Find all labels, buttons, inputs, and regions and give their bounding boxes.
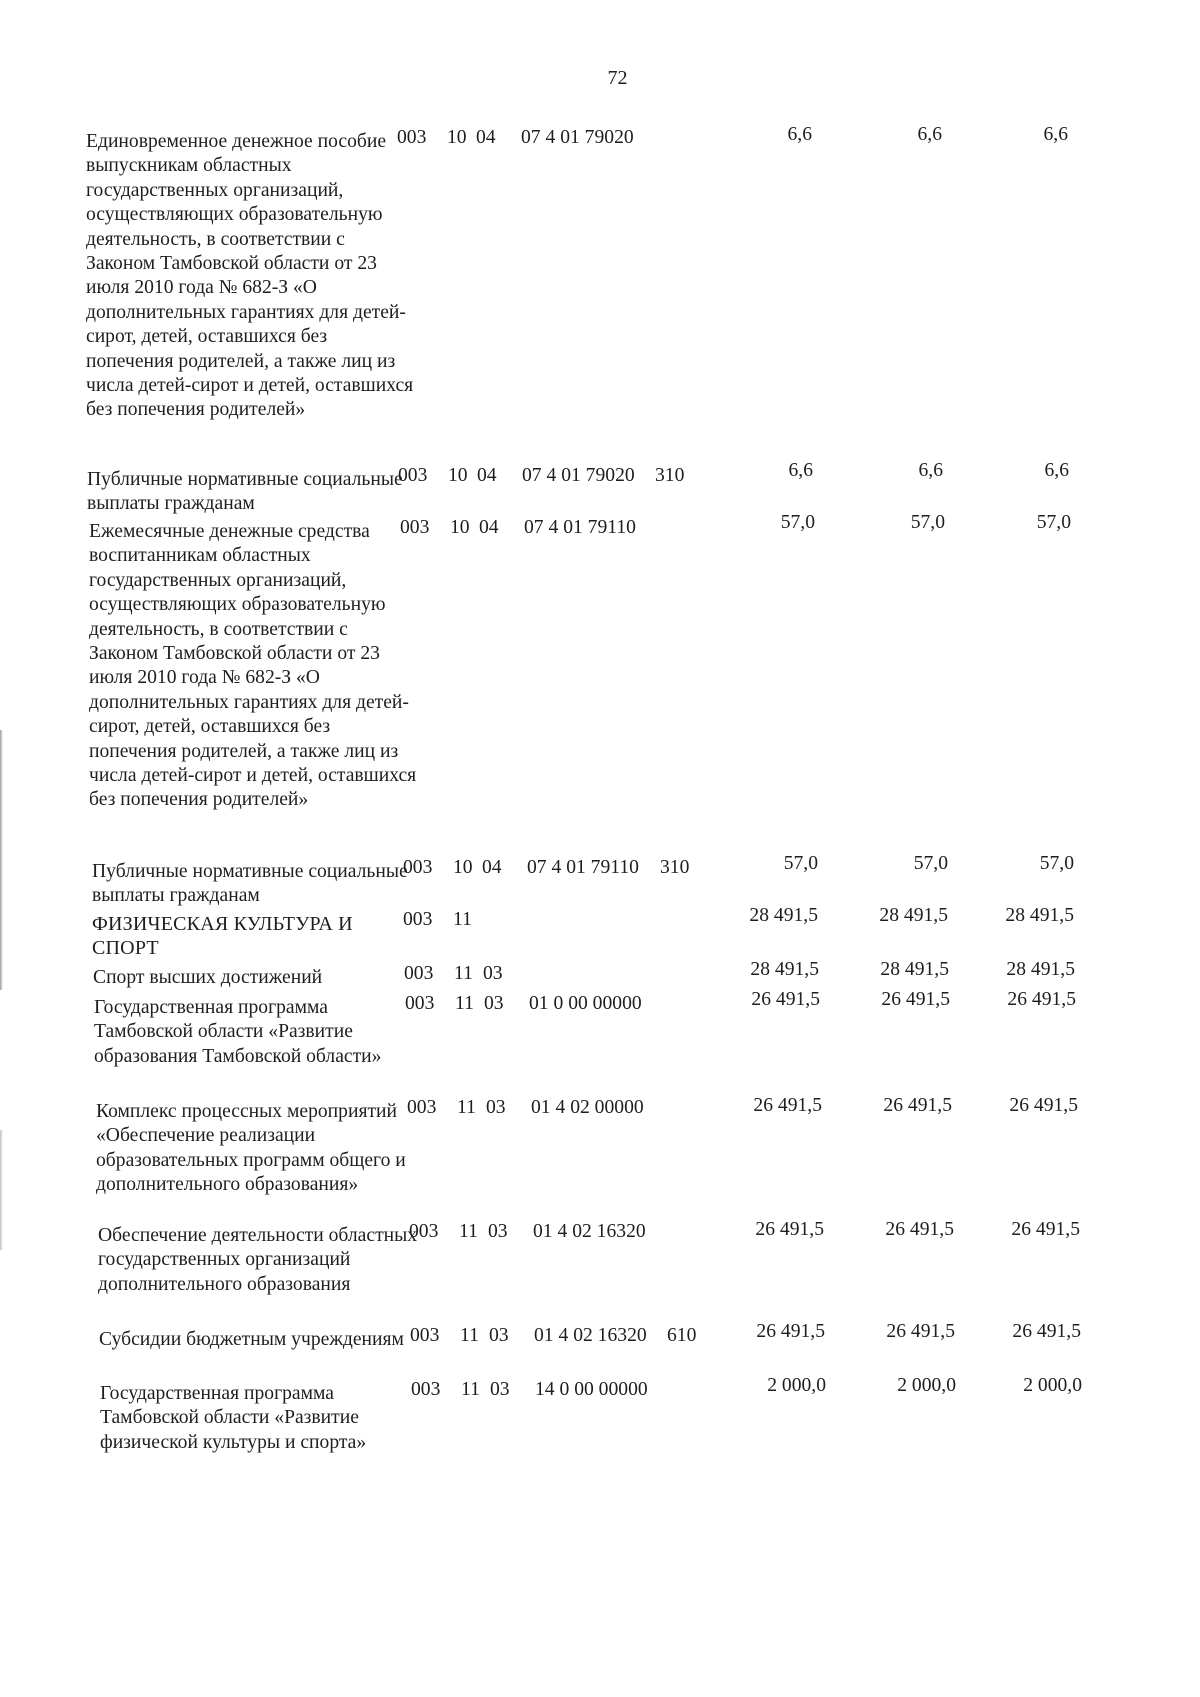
amount-year-3: 28 491,5 [1006, 959, 1075, 980]
amount-year-1: 28 491,5 [750, 959, 819, 980]
code-subsection: 03 [486, 1097, 506, 1118]
code-target-article: 07 4 01 79020 [521, 127, 634, 148]
row-name: Субсидии бюджетным учреждениям [99, 1329, 404, 1350]
code-grbs: 003 [403, 909, 433, 930]
amount-year-1: 6,6 [788, 460, 813, 481]
amount-year-2: 26 491,5 [881, 989, 950, 1010]
row-name: Государственная программа Тамбовской области «Развитие физической культуры и спорта» [100, 1383, 367, 1453]
amount-year-3: 57,0 [1036, 512, 1071, 533]
amount-year-3: 26 491,5 [1011, 1219, 1080, 1240]
amount-year-2: 26 491,5 [886, 1321, 955, 1342]
code-target-article: 01 4 02 16320 [533, 1221, 646, 1242]
code-subsection: 04 [479, 517, 499, 538]
row-name: Обеспечение деятельности областных государственных организаций дополнительного образования [98, 1225, 418, 1295]
code-grbs: 003 [411, 1379, 441, 1400]
code-target-article: 01 4 02 16320 [534, 1325, 647, 1346]
code-target-article: 14 0 00 00000 [535, 1379, 648, 1400]
row-name: Комплекс процессных мероприятий «Обеспечение реализации образовательных программ общего и дополнительного образования» [96, 1101, 406, 1196]
amount-year-3: 28 491,5 [1005, 905, 1074, 926]
code-grbs: 003 [407, 1097, 437, 1118]
amount-year-2: 26 491,5 [885, 1219, 954, 1240]
amount-year-2: 26 491,5 [883, 1095, 952, 1116]
code-grbs: 003 [410, 1325, 440, 1346]
amount-year-1: 57,0 [780, 512, 815, 533]
code-section: 10 [448, 465, 468, 486]
amount-year-1: 26 491,5 [751, 989, 820, 1010]
row-name: Спорт высших достижений [93, 967, 323, 988]
amount-year-1: 26 491,5 [755, 1219, 824, 1240]
amount-year-1: 26 491,5 [756, 1321, 825, 1342]
amount-year-1: 6,6 [787, 124, 812, 145]
amount-year-2: 57,0 [910, 512, 945, 533]
amount-year-2: 57,0 [913, 853, 948, 874]
row-name: Государственная программа Тамбовской области «Развитие образования Тамбовской области» [94, 997, 382, 1067]
code-expense-type: 310 [660, 857, 690, 878]
code-expense-type: 310 [655, 465, 685, 486]
amount-year-2: 6,6 [917, 124, 942, 145]
code-section: 11 [459, 1221, 478, 1242]
code-subsection: 03 [483, 963, 503, 984]
amount-year-2: 28 491,5 [880, 959, 949, 980]
amount-year-2: 28 491,5 [879, 905, 948, 926]
row-name: Публичные нормативные социальные выплаты гражданам [92, 861, 408, 907]
code-grbs: 003 [398, 465, 428, 486]
amount-year-3: 57,0 [1039, 853, 1074, 874]
code-section: 11 [461, 1379, 480, 1400]
code-subsection: 04 [476, 127, 496, 148]
code-section: 11 [455, 993, 474, 1014]
code-grbs: 003 [400, 517, 430, 538]
code-section: 11 [457, 1097, 476, 1118]
row-name: Публичные нормативные социальные выплаты гражданам [87, 469, 403, 515]
row-name: Ежемесячные денежные средства воспитанникам областных государственных организаций, осуществляющих образовательную деятельность, в соответствии с Законом Тамбовской области от 23 июля 2010 года № 682-З «О дополнительных гарантиях для детей-сирот, детей, оставшихся без попечения родителей, а также лиц из числа детей-сирот и детей, оставшихся без попечения родителей» [89, 521, 417, 811]
code-subsection: 04 [482, 857, 502, 878]
amount-year-3: 26 491,5 [1007, 989, 1076, 1010]
scan-edge-shadow [0, 1130, 3, 1250]
code-target-article: 07 4 01 79020 [522, 465, 635, 486]
code-grbs: 003 [404, 963, 434, 984]
amount-year-3: 6,6 [1043, 124, 1068, 145]
code-subsection: 03 [489, 1325, 509, 1346]
code-expense-type: 610 [667, 1325, 697, 1346]
scan-edge-shadow [0, 730, 3, 990]
row-name: Единовременное денежное пособие выпускникам областных государственных организаций, осуществляющих образовательную деятельность, в соответствии с Законом Тамбовской области от 23 июля 2010 года № 682-З «О дополнительных гарантиях для детей-сирот, детей, оставшихся без попечения родителей, а также лиц из числа детей-сирот и детей, оставшихся без попечения родителей» [86, 131, 414, 421]
code-section: 11 [460, 1325, 479, 1346]
code-section: 10 [447, 127, 467, 148]
code-section: 11 [454, 963, 473, 984]
amount-year-3: 2 000,0 [1023, 1375, 1082, 1396]
row-name: ФИЗИЧЕСКАЯ КУЛЬТУРА И СПОРТ [92, 913, 353, 960]
code-section: 10 [450, 517, 470, 538]
code-grbs: 003 [405, 993, 435, 1014]
code-subsection: 03 [484, 993, 504, 1014]
amount-year-2: 2 000,0 [897, 1375, 956, 1396]
amount-year-3: 26 491,5 [1009, 1095, 1078, 1116]
code-target-article: 01 4 02 00000 [531, 1097, 644, 1118]
code-target-article: 01 0 00 00000 [529, 993, 642, 1014]
amount-year-1: 2 000,0 [767, 1375, 826, 1396]
page-number: 72 [607, 67, 628, 89]
code-section: 11 [453, 909, 472, 930]
amount-year-2: 6,6 [918, 460, 943, 481]
code-grbs: 003 [409, 1221, 439, 1242]
amount-year-1: 26 491,5 [753, 1095, 822, 1116]
code-subsection: 04 [477, 465, 497, 486]
code-grbs: 003 [403, 857, 433, 878]
code-subsection: 03 [488, 1221, 508, 1242]
code-target-article: 07 4 01 79110 [524, 517, 636, 538]
code-subsection: 03 [490, 1379, 510, 1400]
code-section: 10 [453, 857, 473, 878]
amount-year-3: 26 491,5 [1012, 1321, 1081, 1342]
code-target-article: 07 4 01 79110 [527, 857, 639, 878]
amount-year-3: 6,6 [1044, 460, 1069, 481]
amount-year-1: 28 491,5 [749, 905, 818, 926]
code-grbs: 003 [397, 127, 427, 148]
amount-year-1: 57,0 [783, 853, 818, 874]
